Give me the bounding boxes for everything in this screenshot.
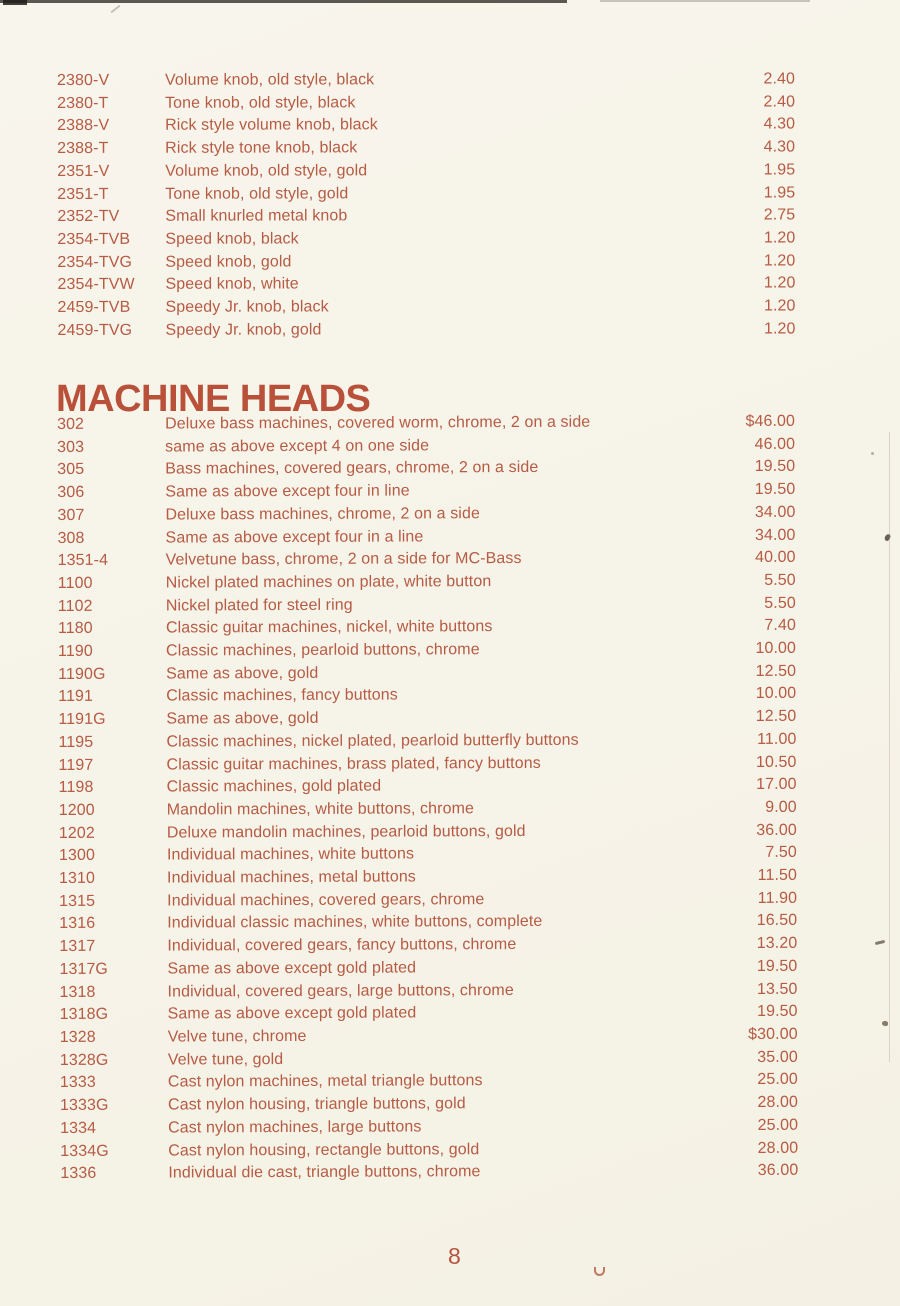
description-cell: Velve tune, gold — [167, 1050, 284, 1069]
table-row — [57, 68, 795, 92]
table-row — [59, 933, 797, 959]
part-number-cell: 2351-T — [57, 185, 109, 203]
part-number-cell: 1328G — [59, 1051, 109, 1069]
price-cell: 9.00 — [765, 798, 797, 816]
price-cell: 4.30 — [763, 115, 796, 133]
part-number-cell: 2354-TVB — [57, 230, 131, 248]
price-cell: $30.00 — [748, 1025, 798, 1043]
table-row — [57, 114, 795, 138]
part-number-cell: 1102 — [57, 597, 93, 615]
description-cell: Rick style tone knob, black — [165, 139, 358, 157]
table-row — [57, 524, 795, 550]
description-cell: same as above except 4 on one side — [165, 437, 430, 456]
part-number-cell: 306 — [57, 483, 85, 502]
description-cell: Deluxe bass machines, chrome, 2 on a side — [165, 504, 480, 524]
table-row — [60, 1115, 798, 1141]
price-cell: 17.00 — [756, 776, 797, 794]
part-number-cell: 2380-T — [57, 94, 109, 112]
price-cell: 1.20 — [763, 320, 796, 338]
part-number-cell: 1318G — [59, 1006, 109, 1024]
price-cell: 1.95 — [763, 183, 796, 202]
table-row — [59, 774, 797, 800]
price-cell: 35.00 — [757, 1048, 798, 1066]
table-row — [57, 137, 795, 161]
knobs-price-table — [57, 68, 796, 342]
price-cell: 34.00 — [754, 503, 796, 521]
part-number-cell: 1315 — [59, 892, 96, 910]
part-number-cell: 2352-TV — [57, 208, 120, 226]
part-number-cell: 305 — [57, 461, 85, 479]
table-row — [59, 865, 797, 891]
description-cell: Cast nylon machines, large buttons — [168, 1118, 422, 1137]
scan-speck — [875, 940, 885, 945]
description-cell: Individual machines, metal buttons — [166, 868, 416, 887]
price-cell: 5.50 — [764, 594, 796, 612]
price-cell: 10.00 — [755, 685, 797, 703]
price-cell: $46.00 — [745, 412, 796, 430]
price-cell: 36.00 — [757, 1161, 799, 1180]
table-row — [57, 433, 795, 459]
description-cell: Velvetune bass, chrome, 2 on a side for MC-Bass — [165, 550, 522, 569]
price-cell: 1.20 — [763, 252, 796, 270]
price-cell: 19.50 — [757, 1003, 798, 1021]
table-row — [59, 978, 797, 1004]
part-number-cell: 1316 — [59, 915, 96, 933]
table-row — [57, 295, 795, 319]
price-cell: 7.50 — [765, 844, 797, 862]
part-number-cell: 1191 — [58, 688, 94, 706]
description-cell: Same as above except gold plated — [167, 959, 417, 978]
price-cell: 13.20 — [756, 934, 798, 953]
table-row — [58, 318, 796, 342]
part-number-cell: 2388-V — [57, 117, 110, 135]
description-cell: Classic machines, fancy buttons — [166, 686, 398, 705]
part-number-cell: 1336 — [60, 1165, 97, 1183]
description-cell: Individual die cast, triangle buttons, chrome — [168, 1163, 481, 1182]
scan-ink-mark — [594, 1267, 605, 1276]
part-number-cell: 1317 — [59, 938, 96, 956]
part-number-cell: 1190 — [57, 642, 93, 661]
table-row — [57, 91, 795, 115]
table-row — [59, 797, 797, 823]
price-cell: 1.20 — [763, 274, 796, 292]
part-number-cell: 1202 — [58, 824, 95, 842]
price-cell: 13.50 — [756, 980, 798, 998]
description-cell: Individual machines, covered gears, chrome — [167, 890, 485, 910]
price-cell: 46.00 — [754, 435, 796, 453]
description-cell: Volume knob, old style, black — [165, 71, 375, 89]
description-cell: Cast nylon machines, metal triangle buttons — [167, 1072, 483, 1091]
table-row — [57, 502, 795, 528]
page-number: 8 — [448, 1243, 461, 1269]
part-number-cell: 1180 — [57, 620, 93, 638]
part-number-cell: 1310 — [58, 869, 96, 888]
price-cell: 34.00 — [754, 526, 796, 544]
price-cell: 25.00 — [757, 1116, 799, 1134]
table-row — [57, 227, 795, 251]
table-row — [58, 706, 796, 732]
part-number-cell: 1333 — [59, 1074, 96, 1092]
table-row — [59, 910, 797, 936]
part-number-cell: 2380-V — [57, 71, 110, 89]
price-cell: 19.50 — [754, 480, 796, 499]
table-row — [57, 182, 795, 206]
scan-speck — [884, 533, 891, 541]
part-number-cell: 1328 — [59, 1028, 96, 1046]
price-cell: 12.50 — [755, 662, 797, 680]
description-cell: Same as above, gold — [166, 664, 319, 683]
table-row — [60, 1160, 798, 1186]
part-number-cell: 1198 — [58, 779, 94, 797]
price-cell: 11.00 — [757, 730, 797, 748]
price-cell: 28.00 — [757, 1139, 799, 1157]
table-row — [57, 479, 795, 505]
scan-edge-strip-2 — [600, 0, 810, 2]
scan-speck — [871, 452, 874, 455]
description-cell: Cast nylon housing, rectangle buttons, gold — [168, 1140, 480, 1160]
part-number-cell: 1195 — [58, 733, 94, 751]
price-cell: 40.00 — [755, 548, 796, 567]
part-number-cell: 1351-4 — [57, 551, 109, 570]
price-cell: 12.50 — [755, 707, 797, 726]
price-cell: 25.00 — [757, 1071, 798, 1089]
table-row — [60, 1137, 798, 1163]
table-row — [58, 547, 796, 573]
price-cell: 36.00 — [756, 821, 797, 839]
machine-heads-price-table — [57, 411, 798, 1186]
table-row — [58, 638, 796, 664]
description-cell: Same as above, gold — [166, 710, 319, 728]
price-cell: 28.00 — [757, 1093, 799, 1112]
table-row — [58, 751, 796, 777]
description-cell: Classic guitar machines, brass plated, fancy buttons — [166, 754, 541, 774]
description-cell: Speed knob, black — [165, 230, 299, 248]
description-cell: Velve tune, chrome — [167, 1027, 307, 1046]
part-number-cell: 1334G — [60, 1142, 109, 1160]
price-cell: 11.50 — [757, 866, 798, 885]
table-row — [59, 956, 797, 982]
description-cell: Speedy Jr. knob, black — [165, 298, 329, 316]
description-cell: Same as above except gold plated — [167, 1004, 417, 1023]
scan-edge-blob — [3, 0, 27, 5]
part-number-cell: 1100 — [57, 574, 93, 592]
table-row — [60, 1069, 798, 1095]
description-cell: Volume knob, old style, gold — [165, 162, 368, 180]
price-cell: 16.50 — [756, 912, 798, 930]
part-number-cell: 2459-TVG — [57, 321, 133, 339]
description-cell: Speed knob, gold — [165, 253, 292, 271]
price-cell: 1.20 — [763, 229, 796, 247]
price-cell: 11.90 — [757, 889, 798, 907]
description-cell: Same as above except four in a line — [165, 527, 424, 547]
scan-edge-strip — [0, 0, 567, 3]
description-cell: Nickel plated for steel ring — [165, 596, 353, 615]
part-number-cell: 303 — [57, 438, 85, 456]
table-row — [58, 570, 796, 596]
table-row — [57, 273, 795, 297]
scan-slash-mark — [111, 5, 121, 13]
table-row — [59, 842, 797, 868]
description-cell: Cast nylon housing, triangle buttons, gold — [167, 1095, 466, 1114]
description-cell: Individual classic machines, white buttons, complete — [167, 913, 543, 932]
part-number-cell: 1334 — [60, 1119, 97, 1137]
part-number-cell: 1200 — [58, 801, 95, 819]
table-row — [57, 250, 795, 274]
table-row — [57, 205, 795, 229]
description-cell: Tone knob, old style, gold — [165, 184, 349, 203]
part-number-cell: 308 — [57, 529, 85, 547]
part-number-cell: 1317G — [59, 960, 109, 978]
table-row — [60, 1092, 798, 1118]
price-cell: 7.40 — [764, 617, 796, 635]
description-cell: Mandolin machines, white buttons, chrome — [166, 800, 475, 819]
price-cell: 10.00 — [755, 639, 797, 657]
part-number-cell: 1333G — [59, 1096, 109, 1115]
section-heading-machine-heads: MACHINE HEADS — [56, 378, 371, 420]
description-cell: Individual, covered gears, large buttons, chrome — [167, 981, 514, 1001]
table-row — [57, 159, 795, 183]
description-cell: Classic machines, gold plated — [166, 777, 382, 796]
part-number-cell: 1191G — [58, 710, 106, 729]
part-number-cell: 2354-TVW — [57, 276, 135, 294]
part-number-cell: 2351-V — [57, 162, 110, 180]
description-cell: Speedy Jr. knob, gold — [165, 321, 322, 339]
price-cell: 4.30 — [763, 138, 796, 156]
description-cell: Tone knob, old style, black — [165, 94, 356, 112]
description-cell: Bass machines, covered gears, chrome, 2 on a side — [165, 459, 539, 478]
price-cell: 2.75 — [763, 206, 796, 224]
description-cell: Small knurled metal knob — [165, 207, 348, 225]
price-cell: 19.50 — [754, 458, 796, 476]
table-row — [60, 1024, 798, 1050]
description-cell: Deluxe bass machines, covered worm, chrome, 2 on a side — [165, 413, 591, 433]
table-row — [58, 729, 796, 755]
table-row — [58, 592, 796, 618]
scan-crease-line — [889, 432, 890, 1062]
part-number-cell: 1318 — [59, 983, 96, 1001]
description-cell: Classic guitar machines, nickel, white buttons — [165, 618, 493, 637]
description-cell: Individual machines, white buttons — [166, 845, 415, 864]
price-cell: 10.50 — [755, 753, 797, 771]
part-number-cell: 1190G — [58, 665, 106, 683]
part-number-cell: 302 — [57, 415, 85, 433]
price-cell: 2.40 — [763, 93, 796, 111]
description-cell: Rick style volume knob, black — [165, 116, 378, 135]
table-row — [58, 683, 796, 709]
table-row — [60, 1001, 798, 1027]
price-cell: 2.40 — [763, 70, 796, 88]
price-cell: 1.95 — [763, 161, 796, 179]
table-row — [58, 615, 796, 641]
description-cell: Speed knob, white — [165, 275, 299, 294]
table-row — [57, 456, 795, 482]
description-cell: Classic machines, pearloid buttons, chrome — [165, 641, 480, 660]
part-number-cell: 2388-T — [57, 140, 109, 158]
table-row — [59, 888, 797, 914]
description-cell: Same as above except four in line — [165, 482, 410, 501]
part-number-cell: 307 — [57, 506, 85, 524]
part-number-cell: 1197 — [58, 756, 94, 774]
table-row — [57, 411, 795, 437]
description-cell: Classic machines, nickel plated, pearloid butterfly buttons — [166, 731, 579, 751]
description-cell: Deluxe mandolin machines, pearloid buttons, gold — [166, 822, 526, 842]
part-number-cell: 1300 — [58, 847, 95, 865]
scan-speck — [882, 1021, 888, 1026]
table-row — [59, 819, 797, 845]
table-row — [60, 1046, 798, 1072]
table-row — [58, 661, 796, 687]
description-cell: Nickel plated machines on plate, white button — [165, 573, 492, 592]
price-cell: 5.50 — [764, 571, 796, 589]
price-cell: 19.50 — [756, 957, 798, 975]
price-cell: 1.20 — [763, 297, 796, 315]
part-number-cell: 2354-TVG — [57, 253, 133, 271]
part-number-cell: 2459-TVB — [57, 298, 131, 317]
description-cell: Individual, covered gears, fancy buttons, chrome — [167, 936, 517, 955]
